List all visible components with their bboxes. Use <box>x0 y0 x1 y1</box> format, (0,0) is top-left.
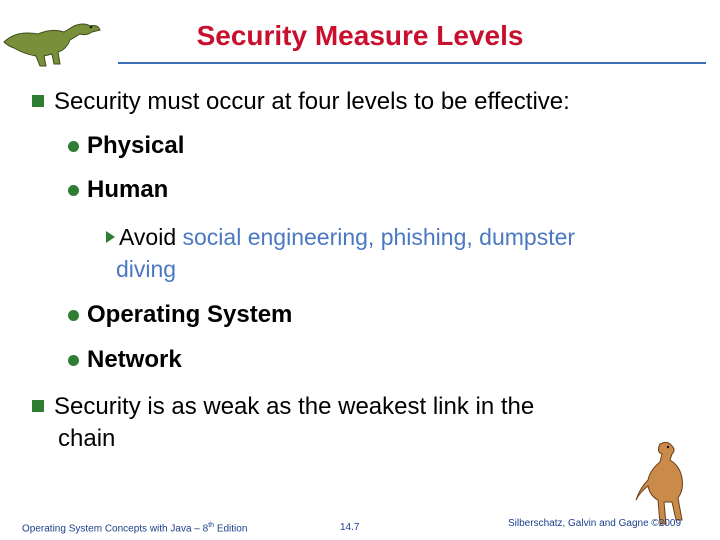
bullet-item <box>32 391 534 423</box>
dinosaur-bottom-icon <box>630 440 700 530</box>
sub-bullet-text: Operating System <box>87 301 293 328</box>
sub-sub-bullet-continuation: diving <box>116 256 177 282</box>
title-divider <box>118 62 706 64</box>
bullet-text: Security is as weak as the weakest link in the <box>54 393 535 420</box>
sub-bullet-text: Physical <box>87 132 185 159</box>
round-bullet-icon <box>68 141 79 152</box>
sub-sub-bullet-lead: Avoid <box>119 224 177 250</box>
bullet-item <box>32 86 570 118</box>
sub-sub-bullet-text: social engineering, phishing, dumpster <box>176 224 576 250</box>
sub-bullet-human <box>68 175 168 205</box>
square-bullet-icon <box>32 400 44 412</box>
footer-page-number: 14.7 <box>340 522 360 533</box>
round-bullet-icon <box>68 185 79 196</box>
sub-bullet-network <box>68 345 182 375</box>
round-bullet-icon <box>68 310 79 321</box>
bullet-text: Security must occur at four levels to be effective: <box>54 88 570 115</box>
sub-sub-bullet <box>106 221 575 253</box>
sub-bullet-text: Network <box>87 346 182 373</box>
bullet-continuation: chain <box>58 425 116 452</box>
slide-title: Security Measure Levels <box>196 20 524 51</box>
sub-bullet-operating-system <box>68 300 292 330</box>
square-bullet-icon <box>32 95 44 107</box>
sub-bullet-text: Human <box>87 176 169 203</box>
triangle-bullet-icon <box>106 231 115 243</box>
sub-bullet-physical <box>68 131 184 161</box>
footer-book-title: Operating System Concepts with Java – 8th Edition <box>22 522 248 535</box>
footer-copyright: Silberschatz, Galvin and Gagne ©2009 <box>508 518 682 529</box>
round-bullet-icon <box>68 355 79 366</box>
